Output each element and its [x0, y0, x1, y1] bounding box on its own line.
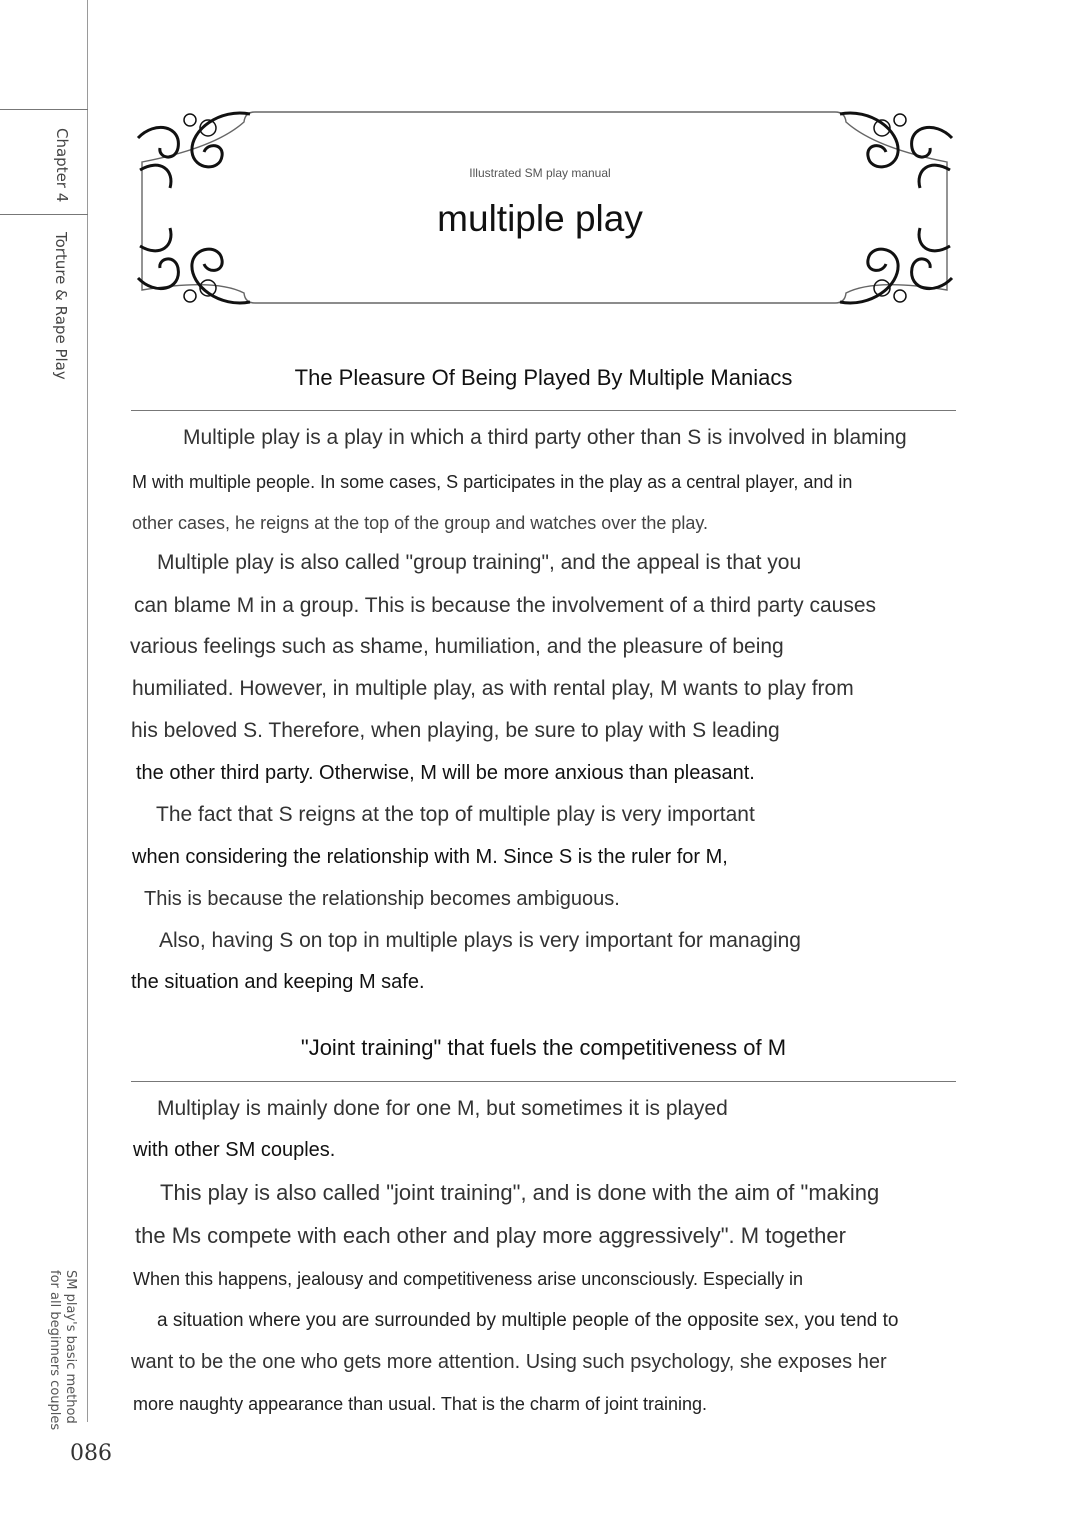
sidebar-tick-bottom [0, 214, 88, 215]
section-heading-2: "Joint training" that fuels the competitiveness of M [300, 1035, 787, 1060]
flourish-bottom-left [138, 228, 250, 303]
section-heading-1: The Pleasure Of Being Played By Multiple Maniacs [294, 365, 793, 390]
paragraph-line: when considering the relationship with M. Since S is the ruler for M, [132, 846, 728, 868]
flourish-top-right [840, 113, 952, 188]
paragraph-line: Multiple play is also called "group training", and the appeal is that you [157, 551, 802, 574]
paragraph-line: other cases, he reigns at the top of the group and watches over the play. [132, 513, 709, 533]
page-title: multiple play [437, 198, 643, 239]
page-number: 086 [70, 1441, 112, 1466]
sidebar-section-label: Torture & Rape Play [52, 232, 70, 380]
sidebar-tick-top [0, 109, 88, 110]
book-title-line-2: for all beginners couples [47, 1270, 62, 1431]
flourish-bottom-right [840, 228, 952, 303]
sidebar-book-title [46, 1270, 78, 1430]
manual-subtitle: Illustrated SM play manual [469, 166, 611, 180]
paragraph-line: This is because the relationship becomes ambiguous. [144, 888, 620, 910]
section-divider-2 [131, 1081, 956, 1082]
paragraph-line: a situation where you are surrounded by multiple people of the opposite sex, you tend to [157, 1310, 899, 1331]
paragraph-line: with other SM couples. [133, 1139, 336, 1161]
flourish-top-left [138, 113, 250, 188]
paragraph-line: can blame M in a group. This is because the involvement of a third party causes [134, 594, 877, 617]
paragraph-line: Multiple play is a play in which a third party other than S is involved in blaming [183, 426, 907, 449]
paragraph-line: more naughty appearance than usual. That is the charm of joint training. [133, 1394, 708, 1414]
paragraph-line: This play is also called "joint training", and is done with the aim of "making [160, 1180, 880, 1205]
paragraph-line: Multiplay is mainly done for one M, but sometimes it is played [157, 1097, 728, 1120]
sidebar-chapter-label: Chapter 4 [53, 128, 71, 203]
paragraph-line: want to be the one who gets more attention. Using such psychology, she exposes her [131, 1351, 887, 1373]
section-divider-1 [131, 410, 956, 411]
paragraph-line: M with multiple people. In some cases, S participates in the play as a central player, and in [132, 472, 853, 492]
paragraph-line: the situation and keeping M safe. [131, 971, 425, 993]
paragraph-line: his beloved S. Therefore, when playing, be sure to play with S leading [131, 719, 780, 742]
paragraph-line: When this happens, jealousy and competitiveness arise unconsciously. Especially in [133, 1269, 804, 1289]
paragraph-line: humiliated. However, in multiple play, as with rental play, M wants to play from [132, 677, 854, 700]
paragraph-line: The fact that S reigns at the top of multiple play is very important [156, 803, 755, 826]
paragraph-line: Also, having S on top in multiple plays is very important for managing [159, 929, 801, 952]
paragraph-line: the Ms compete with each other and play more aggressively". M together [135, 1223, 846, 1248]
paragraph-line: the other third party. Otherwise, M will be more anxious than pleasant. [136, 762, 755, 784]
book-title-line-1: SM play's basic method [63, 1270, 78, 1424]
paragraph-line: various feelings such as shame, humiliation, and the pleasure of being [130, 635, 784, 658]
